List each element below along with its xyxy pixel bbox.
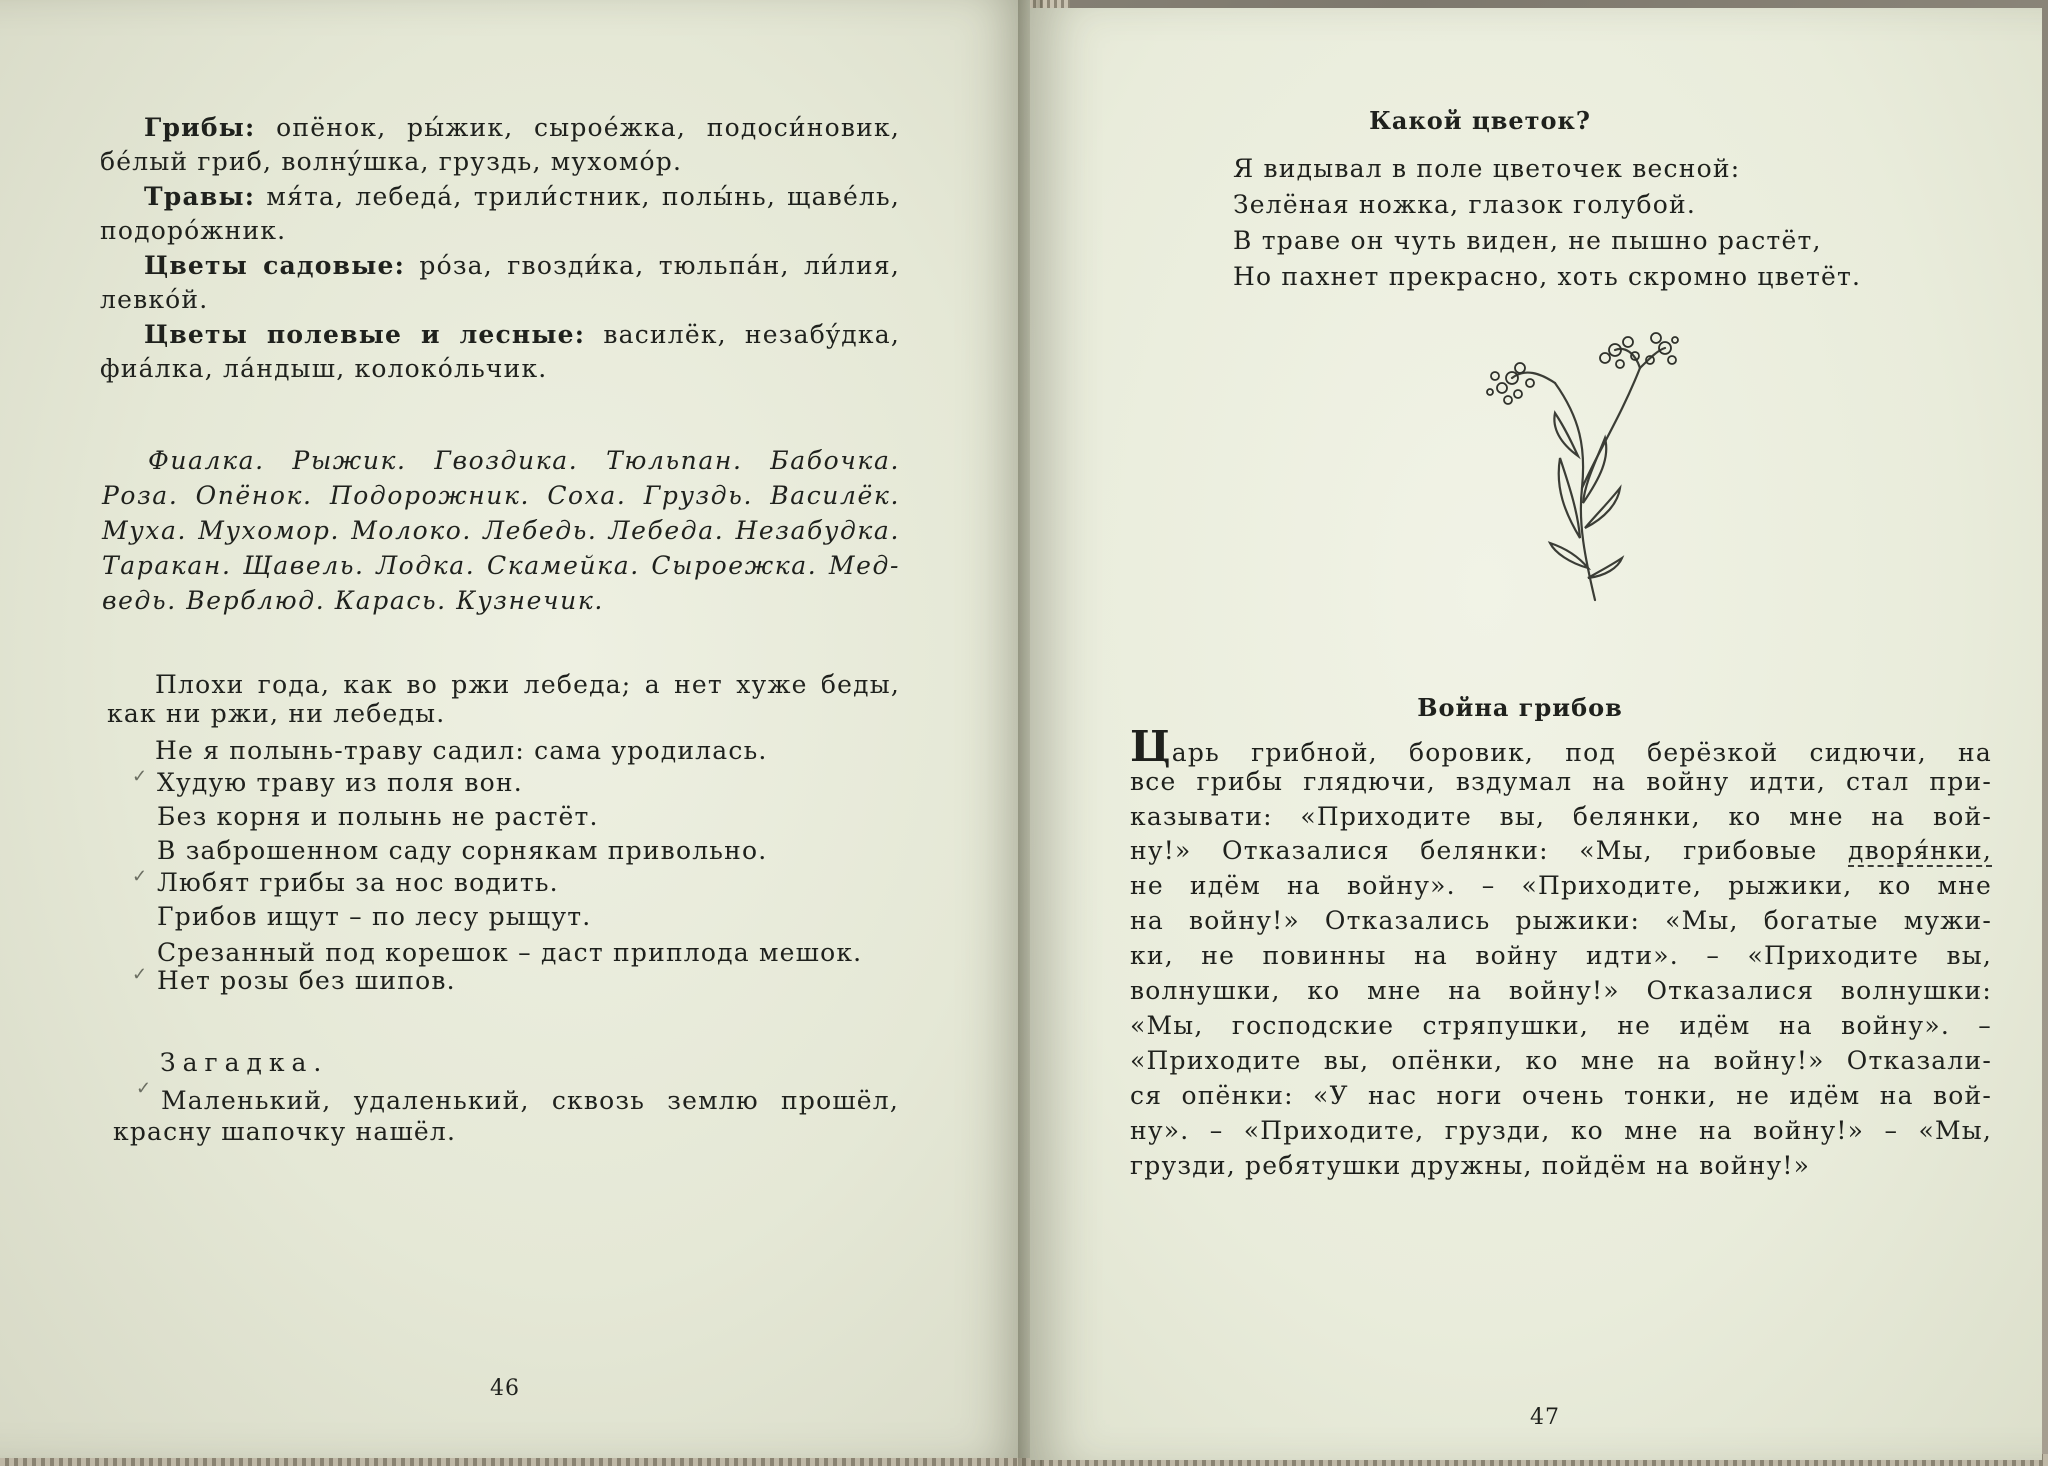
proverb-line: Не я полынь-траву садил: сама уродилась.: [155, 736, 768, 765]
vocab-line: бéлый гриб, волнýшка, груздь, мухомóр.: [100, 147, 683, 176]
story-line: «Приходите вы, опёнки, ко мне на войну!» Отказали-: [1130, 1046, 1992, 1075]
poem-title: Какой цветок?: [1369, 106, 1591, 135]
underlined-word: дворя́нки,: [1848, 836, 1992, 865]
story-line: ну!» Отказалися белянки: «Мы, грибовые дворя́нки,: [1130, 836, 1992, 865]
italic-word-line: ведь. Верблюд. Карась. Кузнечик.: [102, 586, 604, 615]
vocab-line: Травы: мя́та, лебедá, трили́стник, полы́нь, щавéль,: [144, 182, 900, 211]
proverb-line: В заброшенном саду сорнякам привольно.: [157, 836, 768, 865]
poem-line: В траве он чуть виден, не пышно растёт,: [1233, 226, 1822, 255]
vocab-line: левкóй.: [100, 285, 209, 314]
vocab-line: Цветы полевые и лесные: василёк, незабýдка,: [144, 320, 900, 349]
italic-word-line: Роза. Опёнок. Подорожник. Соха. Груздь. Василёк.: [102, 481, 900, 510]
page-number: 47: [1530, 1405, 1560, 1430]
vocab-line: Грибы: опёнок, ры́жик, сыроéжка, подоси́новик,: [144, 113, 900, 142]
drop-cap: Ц: [1130, 722, 1172, 771]
story-title: Война грибов: [1417, 693, 1623, 722]
proverb-line: как ни ржи, ни лебеды.: [107, 699, 446, 728]
story-line: Царь грибной, боровик, под берёзкой сидючи, на: [1130, 722, 1992, 771]
story-line: волнушки, ко мне на войну!» Отказалися волнушки:: [1130, 976, 1992, 1005]
proverb-line: Любят грибы за нос водить.: [157, 868, 559, 897]
story-line: ся опёнки: «У нас ноги очень тонки, не идём на вой-: [1130, 1081, 1992, 1110]
italic-word-line: Муха. Мухомор. Молоко. Лебедь. Лебеда. Незабудка.: [102, 516, 900, 545]
story-line: казывати: «Приходите вы, белянки, ко мне на вой-: [1130, 802, 1992, 831]
italic-word-line: Таракан. Щавель. Лодка. Скамейка. Сыроежка. Мед-: [102, 551, 900, 580]
proverb-line: Грибов ищут – по лесу рыщут.: [157, 902, 592, 931]
proverb-line: Без корня и полынь не растёт.: [157, 802, 599, 831]
proverb-line: Срезанный под корешок – даст приплода мешок.: [157, 938, 863, 967]
vocab-line: подорóжник.: [100, 216, 287, 245]
vocab-line: фиáлка, лáндыш, колокóльчик.: [100, 354, 548, 383]
right-page: [1030, 8, 2042, 1460]
story-line: грузди, ребятушки дружны, пойдём на войну!»: [1130, 1151, 1811, 1180]
story-line: все грибы глядючи, вздумал на войну идти, стал при-: [1130, 767, 1992, 796]
story-line: на войну!» Отказались рыжики: «Мы, богатые мужи-: [1130, 906, 1992, 935]
proverb-line: Нет розы без шипов.: [157, 966, 456, 995]
pencil-check-icon: ✓: [132, 866, 148, 887]
pencil-check-icon: ✓: [132, 766, 148, 787]
story-line: ну». – «Приходите, грузди, ко мне на войну!» – «Мы,: [1130, 1116, 1992, 1145]
proverb-line: Худую траву из поля вон.: [157, 768, 523, 797]
forget-me-not-illustration: [1460, 328, 1680, 608]
italic-word-line: Фиалка. Рыжик. Гвоздика. Тюльпан. Бабочка.: [148, 446, 900, 475]
story-line: ки, не повинны на войну идти». – «Приходите вы,: [1130, 941, 1992, 970]
proverb-line: Плохи года, как во ржи лебеда; а нет хуже беды,: [155, 670, 900, 699]
riddle-line: Маленький, удаленький, сквозь землю прошёл,: [161, 1086, 899, 1115]
riddle-line: красну шапочку нашёл.: [113, 1117, 457, 1146]
pencil-check-icon: ✓: [132, 964, 148, 985]
poem-line: Но пахнет прекрасно, хоть скромно цветёт.: [1233, 262, 1862, 291]
riddle-title: Загадка.: [160, 1048, 329, 1077]
vocab-line: Цветы садовые: рóза, гвозди́ка, тюльпáн, ли́лия,: [144, 251, 900, 280]
poem-line: Зелёная ножка, глазок голубой.: [1233, 190, 1697, 219]
pencil-check-icon: ✓: [136, 1078, 152, 1099]
poem-line: Я видывал в поле цветочек весной:: [1233, 154, 1741, 183]
story-line: не идём на войну». – «Приходите, рыжики, ко мне: [1130, 871, 1992, 900]
story-line: «Мы, господские стряпушки, не идём на войну». –: [1130, 1011, 1992, 1040]
page-number: 46: [490, 1376, 520, 1401]
